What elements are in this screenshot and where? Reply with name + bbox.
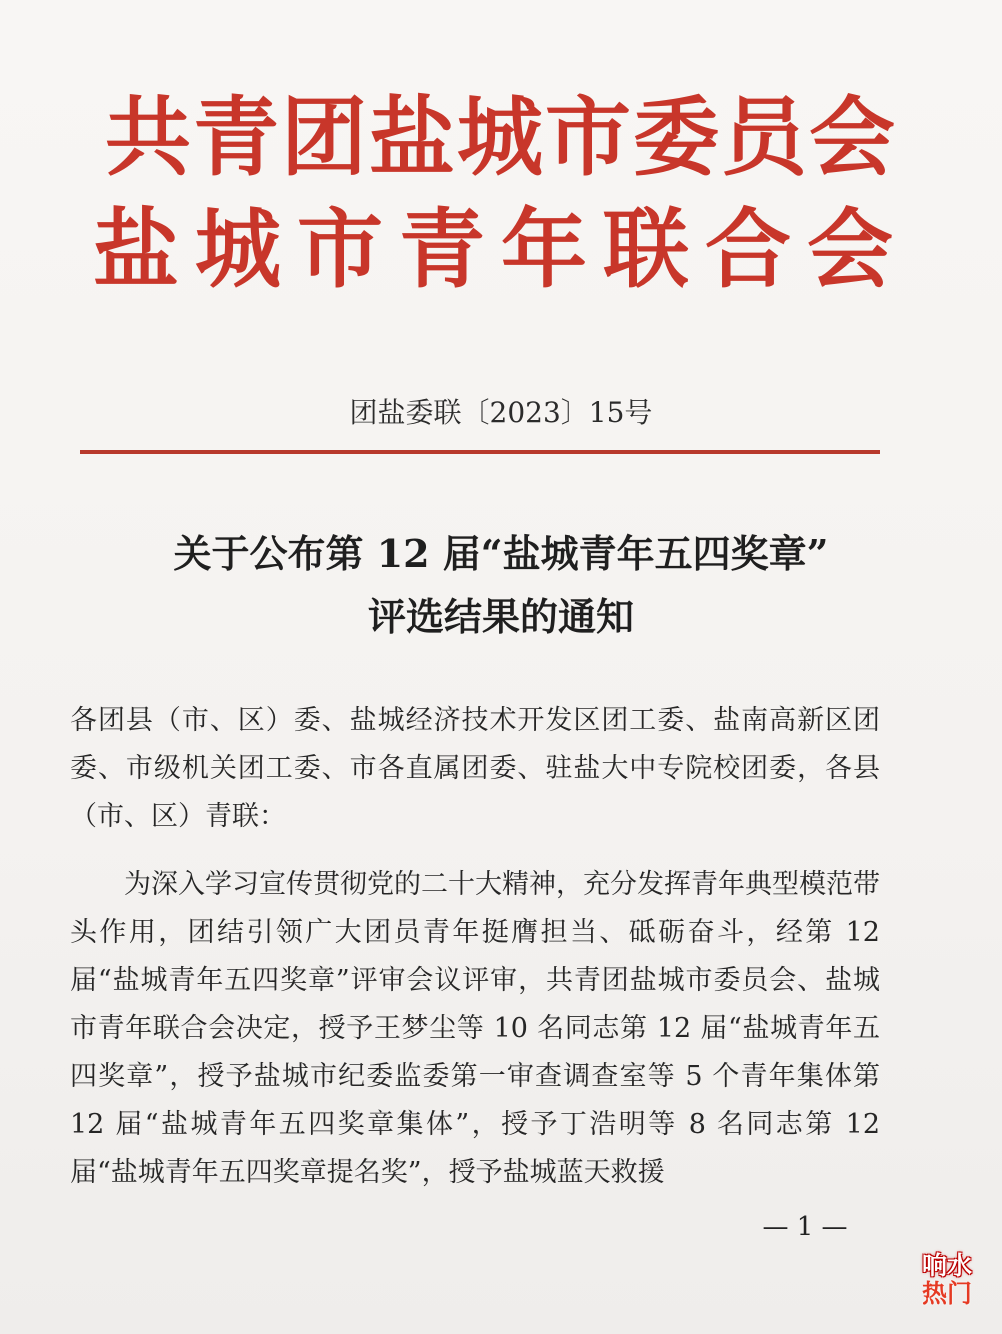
body-paragraph: 为深入学习宣传贯彻党的二十大精神，充分发挥青年典型模范带头作用，团结引领广大团员青年挺膺担当、砥砺奋斗，经第 12 届“盐城青年五四奖章”评审会议评审，共青团盐城市委员会、盐城市青年联合会决定，授予王梦尘等 10 名同志第 12 届“盐城青年五四奖章”，授予盐城市纪委监委第一审查调查室等 5 个青年集体第 12 届“盐城青年五四奖章集体”，授予丁浩明等 8 名同志第 12 届“盐城青年五四奖章提名奖”，授予盐城蓝天救援 [70, 869, 880, 1188]
issuing-org-line-1: 共青团盐城市委员会 [105, 87, 897, 188]
notice-title-line-2: 评选结果的通知 [367, 594, 634, 639]
document-number: 团盐委联〔2023〕15号 [349, 396, 653, 429]
issuing-org-line-2: 盐城市青年联合会 [93, 199, 909, 300]
watermark-line-2: 热门 [921, 1279, 972, 1308]
watermark-line-1: 响水 [921, 1251, 972, 1280]
watermark-logo [908, 1252, 986, 1314]
page-number: — 1 — [762, 1212, 848, 1242]
red-divider-line [80, 450, 880, 454]
salutation-recipients: 各团县（市、区）委、盐城经济技术开发区团工委、盐南高新区团委、市级机关团工委、市各直属团委、驻盐大中专院校团委，各县（市、区）青联： [70, 705, 880, 832]
notice-title-line-1: 关于公布第 12 届“盐城青年五四奖章” [173, 531, 829, 576]
